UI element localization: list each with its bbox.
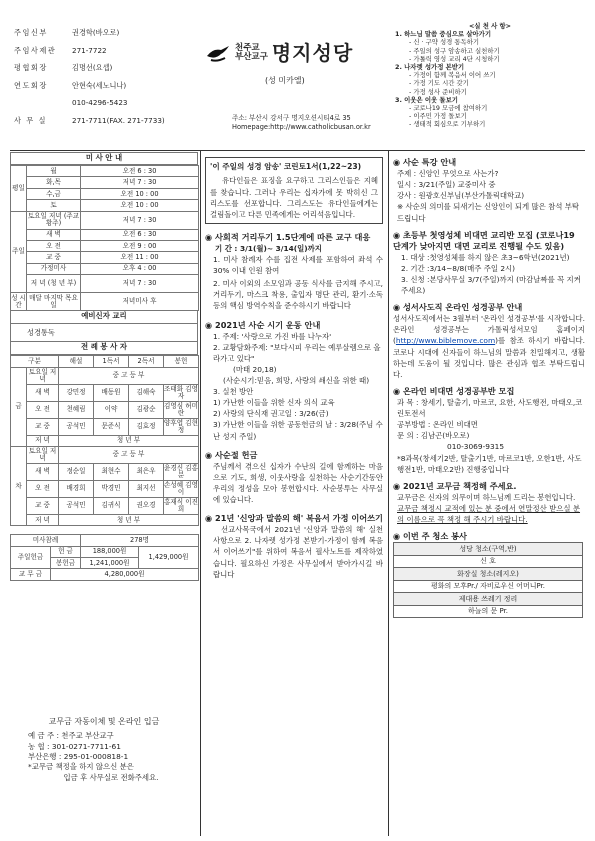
lecture-line: 일시 : 3/21(주일) 교중미사 중 — [397, 180, 496, 190]
lent-line: 1. 주제: '사랑으로 가진 바를 나누자' — [213, 331, 332, 341]
attendance-value: 278명 — [81, 535, 199, 546]
altar-cell: 새 벽 — [27, 384, 59, 401]
column-divider — [200, 150, 201, 836]
study-line: *8과목(창세기2반, 탈출기1반, 마르코1반, 오한1반, 사도행전1반, 마태오2반) 진행중입니다 — [397, 453, 582, 474]
cleaning-cell: 화장실 청소(레지오) — [394, 568, 583, 581]
column-divider — [388, 150, 389, 836]
lent-line: (마태 20,18) — [233, 364, 277, 374]
logo-org: 천주교 부산교구 — [235, 42, 268, 62]
distancing-title: ◉ 사회적 거리두기 1.5단계에 따른 교구 대응 — [205, 231, 371, 242]
mass-time: 저녁 7 : 30 — [81, 211, 199, 229]
tithe-value: 4,280,000원 — [51, 569, 199, 580]
sunday-label: 주일 — [11, 211, 27, 293]
mass-time: 오전 6 : 30 — [81, 229, 199, 240]
altar-cell: 김귀식 — [94, 497, 129, 514]
altar-cell: 김영심 허미란 — [164, 401, 198, 417]
altar-cell: 새 벽 — [27, 463, 59, 480]
practice-sub: - 주일의 성구 암송하고 실천하기 — [409, 46, 500, 55]
other-label: 성 시간 — [11, 293, 26, 309]
church-name: 명지성당 — [271, 41, 354, 65]
mass-day: 월 — [27, 166, 81, 177]
practice-head: 1. 하느님 말씀 중심으로 살아가기 — [395, 30, 492, 39]
cleaning-table — [393, 542, 583, 618]
practice-sub: - 생태적 회심으로 기부하기 — [409, 120, 486, 129]
altar-head: 1독서 — [94, 356, 129, 367]
lent-list — [205, 331, 383, 442]
cleaning-cell: 성당 청소(구역,반) — [394, 543, 583, 556]
study-title: ◉ 온라인 비대면 성경공부반 모집 — [393, 385, 515, 396]
altar-cell: 최현수 — [94, 463, 129, 480]
sacrifice-title: ◉ 사순절 헌금 — [205, 449, 258, 460]
info-label: 주임신부 — [14, 28, 48, 38]
bank-line: 농 협 : 301-0271-7711-61 — [28, 741, 121, 751]
info-label: 사 무 실 — [14, 115, 47, 125]
altar-head: 해설 — [59, 356, 94, 367]
mass-day: 매달 마지막 목요일 — [27, 293, 81, 311]
offering-type: 봉헌금 — [51, 558, 81, 569]
church-info — [14, 24, 194, 129]
altar-cell: 최은우 — [129, 463, 164, 480]
first-communion-line: 3. 신청 :본당사무실 3/7(주일)까지 (마감날짜를 꼭 지켜주세요) — [401, 274, 581, 296]
mass-day: 교 중 — [27, 252, 81, 263]
lecture-line: 주제 : 신앙인 무엇으로 사는가? — [397, 169, 499, 179]
altar-cell: 김광순 — [129, 401, 164, 418]
week-label: 금 — [11, 367, 27, 446]
mass-day: 수,금 — [27, 188, 81, 199]
bible-text: 선교사목국에서 2021년 '신앙과 말씀의 해' 실천사항으로 2. 나자렛 성가정 본받기-가정이 함께 복음서 이어쓰기"를 위하여 복음서 필사노트를 제작하였습니다. 필요하신 가정은 사무실에서 받아가시길 바랍니다 — [213, 525, 383, 579]
mass-day: 가정미사 — [27, 263, 81, 274]
first-communion-list — [393, 252, 585, 296]
altar-cell: 김효정 — [129, 418, 164, 435]
first-communion-title: ◉ 초등부 첫영성체 비대면 교리반 모집 (코로나19 단계가 낮아지면 대면 교리로 진행될 수도 있음) — [393, 229, 575, 251]
first-communion-line: 2. 기간 :3/14~8/8(매주 주일 2시) — [401, 263, 516, 273]
altar-cell: 오 전 — [27, 480, 59, 497]
bible-reading: 성경통독 — [10, 324, 198, 342]
practice-sub: - 가정 성사 준비하기 — [409, 87, 467, 96]
lecture-title: ◉ 사순 특강 안내 — [393, 157, 457, 167]
attendance-label: 미사참례 — [11, 535, 81, 546]
mass-time: 오전 6 : 30 — [81, 166, 199, 177]
altar-cell: 조태화 김영자 — [164, 384, 198, 400]
lecture-line: ※ 사순의 의미를 되새기는 신앙인이 되게 많은 참석 부탁드립니다 — [397, 202, 580, 223]
practice-sub: - 가정이 함께 복음서 이어 쓰기 — [409, 71, 496, 80]
info-label: 연도회장 — [14, 80, 48, 90]
lent-line: 1) 가난한 이들을 위한 신자 의식 교육 — [213, 398, 335, 408]
bank-title: 교무금 자동이체 및 온라인 입금 — [48, 717, 160, 726]
lent-line: (사순시기:믿음, 희망, 사랑의 쇄신을 위한 때) — [223, 376, 370, 386]
offering-amount: 188,000원 — [81, 546, 139, 557]
bank-info — [14, 716, 194, 783]
address-block — [232, 114, 392, 132]
altar-head: 봉헌 — [164, 356, 199, 367]
weekday-label: 평일 — [11, 166, 27, 212]
practice-sub: - 가톨릭 영성 교리 4단 시청하기 — [409, 54, 500, 63]
verse-box — [205, 157, 383, 224]
header-divider — [10, 150, 585, 151]
mass-time: 오전 11 : 00 — [81, 252, 199, 263]
info-value: 271-7711(FAX. 271-7733) — [72, 115, 165, 125]
altar-cell: 저 녁 — [27, 514, 59, 525]
lent-line: 2. 교황담화주제: "보다시피 우리는 예루살렘으로 올라가고 있다" — [213, 342, 381, 363]
offering-total: 1,429,000원 — [139, 546, 199, 569]
patron-saint: (성 미카엘) — [265, 76, 305, 85]
altar-cell: 저 녁 — [27, 435, 59, 446]
mass-time: 오전 9 : 00 — [81, 240, 199, 251]
first-communion-line: 1. 대상 :첫영성체를 하지 않은 초3~6학년(2021년) — [401, 252, 570, 262]
altar-cell: 공석민 — [59, 418, 94, 435]
practice-sub: - 신 · 구약 성경 통독하기 — [409, 38, 480, 47]
offering-label: 주일헌금 — [11, 546, 51, 569]
altar-cell: 양후엽 김현정 — [164, 418, 198, 434]
bible-title: ◉ 21년 '신앙과 말씀의 해' 복음서 가정 이어쓰기 — [205, 513, 383, 524]
study-line: 010-3069-9315 — [447, 442, 505, 452]
online-study-text — [393, 313, 585, 380]
distancing-item: 2. 미사 이외의 소모임과 공동 식사를 금지해 주시고, 거리두기, 마스크 착용, 출입자 명단 관리, 환기·소독 등의 핵심 방역수칙을 준수하시기 바랍니다 — [213, 279, 383, 311]
altar-cell: 윤경신 김홍분 — [164, 463, 198, 479]
verse-text: 유다인들은 표징을 요구하고 그리스인들은 지혜를 찾습니다. 그러나 우리는 십자가에 못 박히신 그리스도를 선포합니다. 그리스도는 유다인들에게는 걸림돌이고 다른 민족에게는 어리석음입니다. — [210, 176, 378, 219]
cleaning-cell: 평화의 모후Pr./ 자비로우신 어머니Pr. — [394, 580, 583, 593]
altar-cell: 교 중 — [27, 418, 59, 435]
altar-cell: 손성혜 김영이 — [164, 480, 198, 496]
address: 주소: 부산시 강서구 명지오션시티4로 35 — [232, 114, 351, 122]
tithe-notice-text: 교무금은 신자의 의무이며 하느님께 드리는 봉헌입니다. — [397, 492, 576, 502]
practice-title: <실 천 사 항> — [468, 22, 512, 30]
column-right — [393, 157, 585, 618]
altar-cell: 토요일 저 녁 — [27, 367, 59, 384]
church-logo — [205, 40, 380, 66]
altar-cell: 최지선 — [129, 480, 164, 497]
catechumen-title: 예비신자 교리 — [10, 311, 198, 324]
altar-cell: 공석민 — [59, 497, 94, 514]
bank-line: 입금 후 사무실로 전화주세요. — [63, 772, 159, 782]
mass-time: 오전 10 : 00 — [81, 200, 199, 211]
study-list — [393, 397, 585, 475]
mass-schedule — [10, 152, 198, 581]
study-line: 공부방법 : 온라인 비대면 — [397, 420, 478, 430]
info-value: 권경학(바오로) — [72, 28, 120, 38]
mass-time: 저녁 7 : 30 — [81, 275, 199, 293]
offering-table — [10, 534, 199, 581]
altar-cell: 교 중 — [27, 497, 59, 514]
altar-cell: 문준식 — [94, 418, 129, 435]
biblemove-link[interactable]: http://www.biblemove.com — [395, 336, 496, 346]
mass-time: 저녁미사 후 — [81, 293, 199, 311]
altar-cell: 정순일 — [59, 463, 94, 480]
lecture-line: 강사 : 원광호신부님(부산가톨릭대학교) — [397, 191, 525, 201]
cleaning-cell: 하늘의 문 Pr. — [394, 605, 583, 618]
practice-head: 3. 이웃은 이웃 돌보기 — [395, 95, 458, 104]
altar-cell: 김해숙 — [129, 384, 164, 401]
practice-sub: - 가정 기도 시간 갖기 — [409, 79, 469, 88]
lent-line: 3) 가난한 이들을 위한 공동헌금의 날 : 3/28(주님 수난 성지 주일) — [213, 420, 383, 441]
mass-table — [10, 165, 199, 311]
lecture-list — [393, 168, 585, 224]
altar-cell: 오 전 — [27, 401, 59, 418]
bank-line: 예 금 주 : 천주교 부산교구 — [28, 731, 114, 741]
column-middle — [205, 157, 383, 580]
practice-sub: - 이주민 가정 돌보기 — [409, 112, 467, 121]
altar-cell: 청 년 부 — [59, 435, 199, 446]
online-study-text-2: )를 참조 하시기 바랍니다. 코로나 시대에 신자들이 하느님의 말씀과 친밀해지고, 생활하는데 도움이 될 것입니다. 많은 관심과 협조 부탁드립니다. — [393, 336, 585, 379]
tithe-notice — [393, 492, 585, 525]
mass-day: 오 전 — [27, 240, 81, 251]
lent-line: 3. 실천 방안 — [213, 387, 254, 397]
bank-line: 부산은행 : 295-01-000818-1 — [28, 751, 129, 761]
mass-day: 새 벽 — [27, 229, 81, 240]
lent-title: ◉ 2021년 사순 시기 운동 안내 — [205, 319, 321, 330]
info-value: 271-7722 — [72, 45, 107, 55]
mass-title: 미 사 안 내 — [10, 152, 198, 165]
info-label: 평협회장 — [14, 63, 48, 73]
tithe-notice-text: 교무금 책정시 교적에 있는 분 중에서 연말정산 받으실 분의 이름으로 꼭 책정 해 주시기 바랍니다. — [397, 503, 581, 524]
mass-day: 토 — [27, 200, 81, 211]
offering-amount: 1,241,000원 — [81, 558, 139, 569]
info-value: 김명선(요셉) — [72, 63, 113, 73]
altar-cell: 천혜림 — [59, 401, 94, 418]
practice-list — [395, 22, 585, 128]
distancing-item: 1. 미사 참례자 수를 집전 사제를 포함하여 좌석 수 30% 이내 인원 참여 — [213, 255, 383, 276]
info-value: 안현숙(세노니나) — [72, 80, 127, 90]
altar-cell: 중 고 등 부 — [59, 367, 199, 384]
lent-line: 2) 사랑의 단식재 권고일 : 3/26(금) — [213, 409, 329, 419]
tithe-notice-title: ◉ 2021년 교무금 책정해 주세요. — [393, 480, 517, 491]
altar-head: 구분 — [11, 356, 59, 367]
tithe-label: 교 무 금 — [11, 569, 51, 580]
mass-time: 오후 4 : 00 — [81, 263, 199, 274]
altar-cell: 권오경 — [129, 497, 164, 514]
altar-cell: 박경민 — [94, 480, 129, 497]
cleaning-cell: 제대용 쓰레기 정리 — [394, 593, 583, 606]
offering-type: 헌 금 — [51, 546, 81, 557]
mass-time: 오전 10 : 00 — [81, 188, 199, 199]
online-study-text-1: 성서사도직에서는 3월부터 '온라인 성경공부'를 시작합니다. 온라인 성경공부는 가톨릭성서모임 홈페이지( — [393, 314, 585, 346]
altar-cell: 토요일 저 녁 — [27, 446, 59, 463]
altar-cell: 이약 — [94, 401, 129, 418]
altar-title: 전 례 봉 사 자 — [10, 342, 198, 355]
distancing-period: 기 간 : 3/1(월)~ 3/14(일)까지 — [215, 243, 322, 253]
altar-cell: 홍재식 이진희 — [164, 497, 198, 513]
info-value: 010-4296-5423 — [72, 98, 128, 108]
bank-line: *교무금 책정을 하지 않으신 분은 — [28, 762, 134, 772]
altar-cell: 배동원 — [94, 384, 129, 401]
practice-head: 2. 나자렛 성가정 본받기 — [395, 62, 465, 71]
cleaning-cell: 신 호 — [394, 555, 583, 568]
dove-icon — [205, 40, 231, 66]
homepage-link[interactable]: Homepage:http://www.catholicbusan.or.kr — [232, 122, 371, 131]
altar-table — [10, 355, 199, 526]
sacrifice-text: 주님께서 겪으신 십자가 수난의 길에 함께하는 마음으로 기도, 희생, 이웃사랑을 실천하는 사순기간동안 우리의 정성을 모아 봉헌합시다. 사순봉투는 사무실에 있습니다. — [213, 461, 383, 505]
study-line: 문 의 : 김남곤(바오로) — [397, 431, 470, 441]
altar-cell: 중 고 등 부 — [59, 446, 199, 463]
mass-day: 화,목 — [27, 177, 81, 188]
mass-day: 저 녁 (청 년 부) — [27, 275, 81, 293]
altar-cell: 강민정 — [59, 384, 94, 401]
altar-cell: 배경희 — [59, 480, 94, 497]
study-line: 과 목 : 창세기, 탈출기, 마르코, 요한, 사도행전, 마태오,코린토전서 — [397, 397, 583, 419]
verse-title: '이 주일의 성경 암송' 코린토1서(1,22~23) — [210, 162, 362, 171]
online-study-title: ◉ 성서사도직 온라인 성경공부 안내 — [393, 302, 523, 313]
mass-time: 저녁 7 : 30 — [81, 177, 199, 188]
altar-head: 2독서 — [129, 356, 164, 367]
week-label: 차 — [11, 446, 27, 525]
info-label: 주임사제관 — [14, 45, 57, 55]
mass-day: 토요일 저녁 (주교황주) — [27, 212, 80, 228]
altar-cell: 청 년 부 — [59, 514, 199, 525]
cleaning-title: ◉ 이번 주 청소 봉사 — [393, 531, 467, 542]
practice-sub: - 코로나19 모금에 참여하기 — [409, 103, 488, 112]
